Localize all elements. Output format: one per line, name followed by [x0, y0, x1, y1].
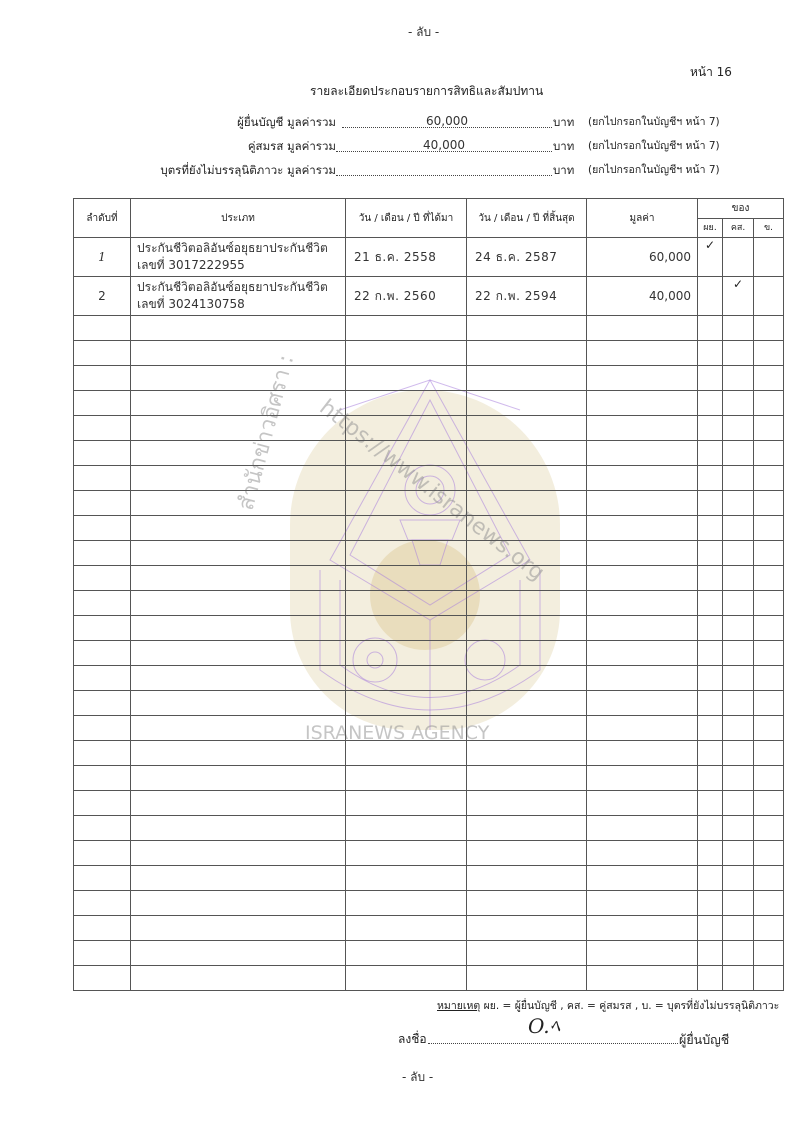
empty-cell — [698, 341, 723, 366]
empty-cell — [74, 841, 131, 866]
empty-cell — [754, 591, 784, 616]
header-owner-spouse: คส. — [723, 219, 754, 238]
empty-cell — [131, 966, 346, 991]
empty-cell — [754, 566, 784, 591]
empty-cell — [723, 941, 754, 966]
empty-cell — [587, 841, 698, 866]
empty-cell — [467, 766, 587, 791]
empty-cell — [587, 791, 698, 816]
summary-note: (ยกไปกรอกในบัญชีฯ หน้า 7) — [588, 116, 720, 128]
empty-cell — [74, 566, 131, 591]
empty-cell — [698, 966, 723, 991]
empty-cell — [74, 941, 131, 966]
empty-cell — [754, 416, 784, 441]
empty-cell — [131, 441, 346, 466]
table-row-empty — [74, 691, 784, 716]
empty-cell — [467, 816, 587, 841]
table-row-empty — [74, 591, 784, 616]
empty-cell — [346, 466, 467, 491]
row-type: ประกันชีวิตอลิอันซ์อยุธยาประกันชีวิต เลขที่ 3024130758 — [131, 277, 346, 316]
empty-cell — [698, 591, 723, 616]
summary-value: 60,000 — [342, 114, 552, 128]
empty-cell — [754, 791, 784, 816]
table-row-empty — [74, 741, 784, 766]
empty-cell — [587, 616, 698, 641]
empty-cell — [698, 641, 723, 666]
empty-cell — [467, 591, 587, 616]
empty-cell — [587, 466, 698, 491]
empty-cell — [723, 441, 754, 466]
table-row-empty — [74, 941, 784, 966]
empty-cell — [754, 341, 784, 366]
empty-cell — [754, 891, 784, 916]
empty-cell — [346, 841, 467, 866]
header-type: ประเภท — [131, 199, 346, 238]
empty-cell — [467, 691, 587, 716]
empty-cell — [74, 441, 131, 466]
table-row-empty — [74, 866, 784, 891]
empty-cell — [698, 816, 723, 841]
empty-cell — [698, 766, 723, 791]
empty-cell — [723, 516, 754, 541]
table-row — [74, 277, 784, 316]
watermark-agency: ISRANEWS AGENCY — [305, 722, 490, 744]
empty-cell — [754, 691, 784, 716]
empty-cell — [698, 941, 723, 966]
empty-cell — [698, 891, 723, 916]
header-owner-child: ข. — [754, 219, 784, 238]
empty-cell — [723, 741, 754, 766]
empty-cell — [131, 366, 346, 391]
empty-cell — [754, 641, 784, 666]
empty-cell — [131, 516, 346, 541]
empty-cell — [587, 641, 698, 666]
empty-cell — [698, 866, 723, 891]
table-row-empty — [74, 516, 784, 541]
empty-cell — [587, 566, 698, 591]
signature: O.ﾍ — [528, 1014, 560, 1038]
empty-cell — [754, 316, 784, 341]
empty-cell — [723, 541, 754, 566]
watermark-url: https://www.isranews.org — [314, 395, 550, 586]
empty-cell — [467, 416, 587, 441]
watermark-thai: สำนักข่าวอิศรา : — [233, 352, 300, 514]
summary-unit: บาท — [553, 163, 575, 177]
empty-cell — [74, 716, 131, 741]
empty-cell — [131, 591, 346, 616]
row-owner-filer: ✓ — [698, 238, 723, 277]
empty-cell — [698, 691, 723, 716]
empty-cell — [587, 716, 698, 741]
empty-cell — [131, 841, 346, 866]
empty-cell — [467, 391, 587, 416]
empty-cell — [587, 541, 698, 566]
table-row-empty — [74, 466, 784, 491]
empty-cell — [467, 541, 587, 566]
empty-cell — [754, 816, 784, 841]
empty-cell — [131, 316, 346, 341]
empty-cell — [698, 841, 723, 866]
empty-cell — [723, 716, 754, 741]
empty-cell — [467, 941, 587, 966]
summary-label: คู่สมรส มูลค่ารวม — [247, 139, 336, 153]
empty-cell — [698, 491, 723, 516]
empty-cell — [346, 316, 467, 341]
empty-cell — [698, 566, 723, 591]
empty-cell — [131, 941, 346, 966]
row-expired: 24 ธ.ค. 2587 — [467, 238, 587, 277]
empty-cell — [74, 466, 131, 491]
footnote-text: ผย. = ผู้ยื่นบัญชี , คส. = คู่สมรส , บ. = บุตรที่ยังไม่บรรลุนิติภาวะ — [480, 1000, 780, 1012]
empty-cell — [467, 891, 587, 916]
empty-cell — [131, 616, 346, 641]
empty-cell — [467, 641, 587, 666]
empty-cell — [74, 641, 131, 666]
empty-cell — [698, 316, 723, 341]
empty-cell — [723, 566, 754, 591]
empty-cell — [754, 466, 784, 491]
empty-cell — [74, 666, 131, 691]
row-acquired: 22 ก.พ. 2560 — [346, 277, 467, 316]
empty-cell — [587, 516, 698, 541]
sign-label: ลงชื่อ — [398, 1032, 427, 1046]
empty-cell — [346, 716, 467, 741]
empty-cell — [346, 516, 467, 541]
header-value: มูลค่า — [587, 199, 698, 238]
empty-cell — [587, 891, 698, 916]
table-row-empty — [74, 541, 784, 566]
table-row-empty — [74, 341, 784, 366]
empty-cell — [467, 741, 587, 766]
summary-unit: บาท — [553, 139, 575, 153]
table-row-empty — [74, 791, 784, 816]
row-seq: 2 — [74, 277, 131, 316]
empty-cell — [346, 791, 467, 816]
table-row-empty — [74, 666, 784, 691]
empty-cell — [74, 866, 131, 891]
empty-cell — [346, 666, 467, 691]
empty-cell — [467, 316, 587, 341]
empty-cell — [346, 916, 467, 941]
table-row-empty — [74, 966, 784, 991]
empty-cell — [723, 816, 754, 841]
empty-cell — [74, 341, 131, 366]
header-owner-filer: ผย. — [698, 219, 723, 238]
empty-cell — [723, 891, 754, 916]
summary-note: (ยกไปกรอกในบัญชีฯ หน้า 7) — [588, 164, 720, 176]
row-expired: 22 ก.พ. 2594 — [467, 277, 587, 316]
empty-cell — [723, 691, 754, 716]
empty-cell — [467, 616, 587, 641]
row-owner-spouse: ✓ — [723, 277, 754, 316]
empty-cell — [587, 441, 698, 466]
empty-cell — [74, 966, 131, 991]
empty-cell — [698, 916, 723, 941]
row-owner-child — [754, 238, 784, 277]
empty-cell — [587, 341, 698, 366]
empty-cell — [587, 741, 698, 766]
empty-cell — [467, 491, 587, 516]
empty-cell — [74, 616, 131, 641]
empty-cell — [74, 541, 131, 566]
table-row-empty — [74, 391, 784, 416]
empty-cell — [723, 416, 754, 441]
empty-cell — [698, 516, 723, 541]
classification-top: - ลับ - — [408, 25, 440, 39]
rights-concessions-table — [73, 198, 784, 991]
empty-cell — [346, 616, 467, 641]
empty-cell — [723, 916, 754, 941]
empty-cell — [346, 366, 467, 391]
empty-cell — [131, 716, 346, 741]
empty-cell — [131, 666, 346, 691]
empty-cell — [754, 866, 784, 891]
empty-cell — [131, 866, 346, 891]
empty-cell — [346, 766, 467, 791]
empty-cell — [587, 491, 698, 516]
empty-cell — [754, 741, 784, 766]
empty-cell — [467, 566, 587, 591]
empty-cell — [698, 791, 723, 816]
empty-cell — [467, 466, 587, 491]
empty-cell — [754, 941, 784, 966]
empty-cell — [74, 591, 131, 616]
row-value: 60,000 — [587, 238, 698, 277]
empty-cell — [723, 366, 754, 391]
empty-cell — [467, 791, 587, 816]
empty-cell — [346, 941, 467, 966]
empty-cell — [467, 716, 587, 741]
empty-cell — [74, 916, 131, 941]
row-value: 40,000 — [587, 277, 698, 316]
empty-cell — [723, 341, 754, 366]
row-seq: 1 — [74, 238, 131, 277]
summary-unit: บาท — [553, 115, 575, 129]
empty-cell — [587, 866, 698, 891]
table-row-empty — [74, 716, 784, 741]
row-owner-child — [754, 277, 784, 316]
table-row-empty — [74, 841, 784, 866]
empty-cell — [754, 916, 784, 941]
table-row — [74, 238, 784, 277]
table-header-row — [74, 199, 784, 219]
empty-cell — [467, 341, 587, 366]
empty-cell — [131, 391, 346, 416]
row-owner-spouse — [723, 238, 754, 277]
empty-cell — [754, 766, 784, 791]
empty-cell — [698, 541, 723, 566]
empty-cell — [131, 641, 346, 666]
empty-cell — [467, 441, 587, 466]
empty-cell — [587, 916, 698, 941]
empty-cell — [74, 516, 131, 541]
empty-cell — [346, 391, 467, 416]
empty-cell — [587, 941, 698, 966]
empty-cell — [74, 366, 131, 391]
signer-role: ผู้ยื่นบัญชี — [679, 1032, 730, 1047]
empty-cell — [723, 316, 754, 341]
table-row-empty — [74, 816, 784, 841]
empty-cell — [346, 816, 467, 841]
empty-cell — [587, 366, 698, 391]
empty-cell — [346, 691, 467, 716]
empty-cell — [74, 316, 131, 341]
empty-cell — [723, 966, 754, 991]
empty-cell — [754, 841, 784, 866]
summary-label: ผู้ยื่นบัญชี มูลค่ารวม — [237, 115, 336, 129]
empty-cell — [723, 791, 754, 816]
empty-cell — [754, 966, 784, 991]
empty-cell — [131, 766, 346, 791]
empty-cell — [131, 416, 346, 441]
header-seq: ลำดับที่ — [74, 199, 131, 238]
header-acquired: วัน / เดือน / ปี ที่ได้มา — [346, 199, 467, 238]
empty-cell — [754, 666, 784, 691]
table-row-empty — [74, 641, 784, 666]
empty-cell — [723, 841, 754, 866]
footnote — [437, 997, 779, 1014]
empty-cell — [74, 766, 131, 791]
empty-cell — [723, 866, 754, 891]
table-row-empty — [74, 891, 784, 916]
empty-cell — [131, 566, 346, 591]
empty-cell — [754, 716, 784, 741]
empty-cell — [698, 391, 723, 416]
classification-bottom: - ลับ - — [402, 1070, 434, 1084]
empty-cell — [74, 416, 131, 441]
empty-cell — [467, 841, 587, 866]
empty-cell — [346, 416, 467, 441]
empty-cell — [467, 866, 587, 891]
table-row-empty — [74, 491, 784, 516]
empty-cell — [587, 591, 698, 616]
empty-cell — [346, 591, 467, 616]
row-acquired: 21 ธ.ค. 2558 — [346, 238, 467, 277]
empty-cell — [346, 966, 467, 991]
summary-value: 40,000 — [336, 138, 552, 152]
empty-cell — [346, 641, 467, 666]
empty-cell — [587, 391, 698, 416]
table-row-empty — [74, 916, 784, 941]
empty-cell — [723, 766, 754, 791]
empty-cell — [587, 766, 698, 791]
empty-cell — [754, 616, 784, 641]
row-owner-filer — [698, 277, 723, 316]
empty-cell — [346, 491, 467, 516]
empty-cell — [723, 616, 754, 641]
empty-cell — [74, 391, 131, 416]
empty-cell — [723, 591, 754, 616]
table-row-empty — [74, 416, 784, 441]
empty-cell — [74, 691, 131, 716]
empty-cell — [346, 891, 467, 916]
empty-cell — [346, 541, 467, 566]
empty-cell — [346, 741, 467, 766]
empty-cell — [754, 441, 784, 466]
summary-note: (ยกไปกรอกในบัญชีฯ หน้า 7) — [588, 140, 720, 152]
empty-cell — [723, 641, 754, 666]
empty-cell — [131, 466, 346, 491]
table-row-empty — [74, 616, 784, 641]
empty-cell — [698, 441, 723, 466]
empty-cell — [587, 316, 698, 341]
empty-cell — [723, 391, 754, 416]
empty-cell — [698, 366, 723, 391]
table-row-empty — [74, 316, 784, 341]
empty-cell — [467, 516, 587, 541]
empty-cell — [698, 416, 723, 441]
empty-cell — [754, 491, 784, 516]
header-expired: วัน / เดือน / ปี ที่สิ้นสุด — [467, 199, 587, 238]
summary-value — [336, 162, 552, 176]
header-owner: ของ — [698, 199, 784, 219]
empty-cell — [131, 341, 346, 366]
empty-cell — [587, 966, 698, 991]
empty-cell — [698, 616, 723, 641]
empty-cell — [346, 341, 467, 366]
empty-cell — [74, 491, 131, 516]
empty-cell — [131, 491, 346, 516]
empty-cell — [698, 666, 723, 691]
empty-cell — [587, 691, 698, 716]
page-number: หน้า 16 — [690, 65, 732, 79]
empty-cell — [131, 891, 346, 916]
document-title: รายละเอียดประกอบรายการสิทธิและสัมปทาน — [310, 84, 544, 98]
empty-cell — [131, 541, 346, 566]
empty-cell — [754, 516, 784, 541]
empty-cell — [346, 441, 467, 466]
empty-cell — [131, 741, 346, 766]
empty-cell — [131, 916, 346, 941]
empty-cell — [723, 466, 754, 491]
footnote-label: หมายเหตุ — [437, 1000, 481, 1012]
empty-cell — [467, 666, 587, 691]
empty-cell — [74, 816, 131, 841]
empty-cell — [698, 716, 723, 741]
empty-cell — [754, 391, 784, 416]
empty-cell — [74, 791, 131, 816]
empty-cell — [131, 791, 346, 816]
table-row-empty — [74, 566, 784, 591]
empty-cell — [587, 416, 698, 441]
empty-cell — [698, 466, 723, 491]
empty-cell — [467, 366, 587, 391]
row-type: ประกันชีวิตอลิอันซ์อยุธยาประกันชีวิต เลขที่ 3017222955 — [131, 238, 346, 277]
empty-cell — [467, 966, 587, 991]
table-row-empty — [74, 766, 784, 791]
empty-cell — [754, 366, 784, 391]
empty-cell — [754, 541, 784, 566]
empty-cell — [698, 741, 723, 766]
empty-cell — [346, 566, 467, 591]
empty-cell — [723, 666, 754, 691]
table-row-empty — [74, 441, 784, 466]
empty-cell — [587, 666, 698, 691]
empty-cell — [74, 741, 131, 766]
empty-cell — [131, 691, 346, 716]
summary-label: บุตรที่ยังไม่บรรลุนิติภาวะ มูลค่ารวม — [160, 163, 336, 177]
empty-cell — [467, 916, 587, 941]
empty-cell — [131, 816, 346, 841]
empty-cell — [346, 866, 467, 891]
empty-cell — [74, 891, 131, 916]
empty-cell — [723, 491, 754, 516]
table-row-empty — [74, 366, 784, 391]
empty-cell — [587, 816, 698, 841]
